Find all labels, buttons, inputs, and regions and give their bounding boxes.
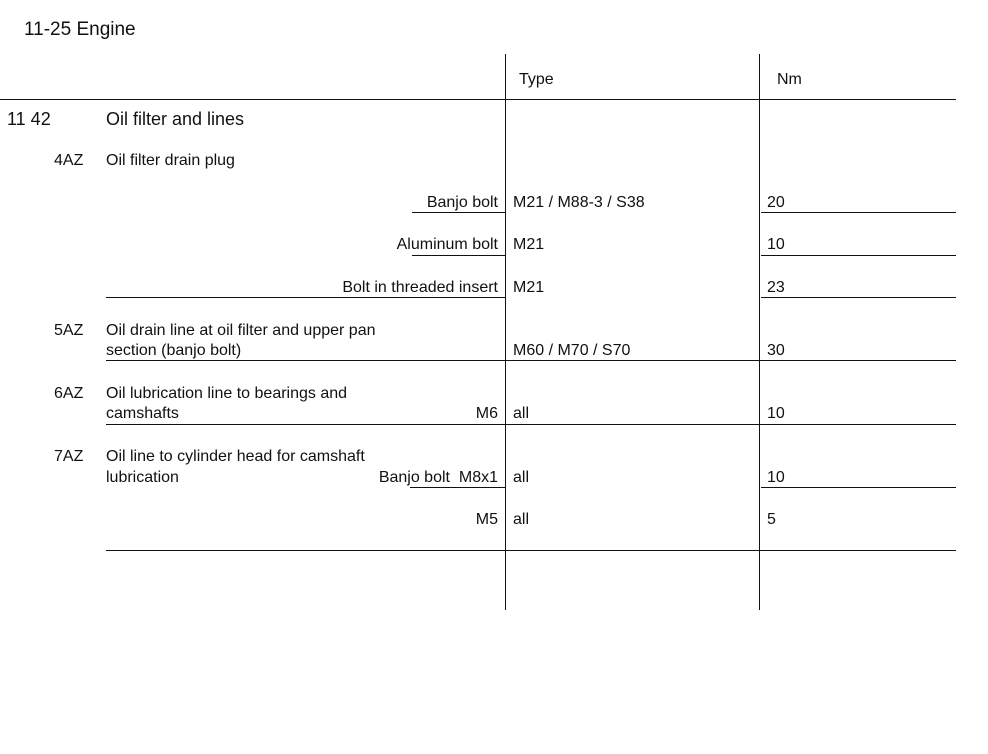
torque-value: 5 [767, 511, 776, 528]
table-bottom-rule [106, 550, 956, 551]
item-code: 4AZ [54, 152, 84, 169]
fastener-type: all [513, 469, 530, 486]
torque-value: 10 [767, 236, 785, 253]
torque-value: 10 [767, 405, 785, 422]
item-code: 5AZ [54, 322, 84, 339]
row-underline [761, 212, 956, 213]
row-underline [410, 487, 505, 488]
row-underline [106, 297, 505, 298]
fastener-label: Banjo bolt M8x1 [378, 469, 498, 486]
item-description-line2: camshafts [106, 405, 179, 422]
divider-nm-column [759, 54, 760, 610]
row-underline [412, 212, 505, 213]
item-code: 7AZ [54, 448, 84, 465]
fastener-label: Aluminum bolt [396, 236, 498, 253]
fastener-label: Banjo bolt [426, 194, 498, 211]
row-underline [761, 487, 956, 488]
torque-value: 20 [767, 194, 785, 211]
torque-value: 10 [767, 469, 785, 486]
row-underline [761, 255, 956, 256]
divider-type-column [505, 54, 506, 610]
fastener-type: M21 [513, 279, 545, 296]
item-description-line1: Oil line to cylinder head for camshaft [106, 448, 365, 465]
section-title: Oil filter and lines [106, 109, 245, 129]
thread-size: M6 [475, 405, 498, 422]
fastener-type: all [513, 405, 530, 422]
thread-size: M5 [475, 511, 498, 528]
fastener-type: M21 / M88-3 / S38 [513, 194, 645, 211]
item-description-line1: Oil lubrication line to bearings and [106, 385, 348, 402]
section-code: 11 42 [7, 109, 51, 129]
fastener-type: all [513, 511, 530, 528]
item-description-line1: Oil drain line at oil filter and upper pan [106, 322, 376, 339]
page-title: 11-25 Engine [24, 19, 136, 40]
row-underline [106, 424, 956, 425]
header-rule [0, 99, 956, 100]
row-underline [106, 360, 956, 361]
item-description-line2: section (banjo bolt) [106, 342, 242, 359]
item-code: 6AZ [54, 385, 84, 402]
fastener-label: Bolt in threaded insert [342, 279, 498, 296]
fastener-type: M60 / M70 / S70 [513, 342, 631, 359]
fastener-type: M21 [513, 236, 545, 253]
item-description-line2: lubrication [106, 469, 179, 486]
row-underline [412, 255, 505, 256]
row-underline [761, 297, 956, 298]
torque-value: 23 [767, 279, 785, 296]
column-header-type: Type [519, 71, 554, 88]
item-description: Oil filter drain plug [106, 152, 235, 169]
torque-value: 30 [767, 342, 785, 359]
column-header-nm: Nm [777, 71, 802, 88]
